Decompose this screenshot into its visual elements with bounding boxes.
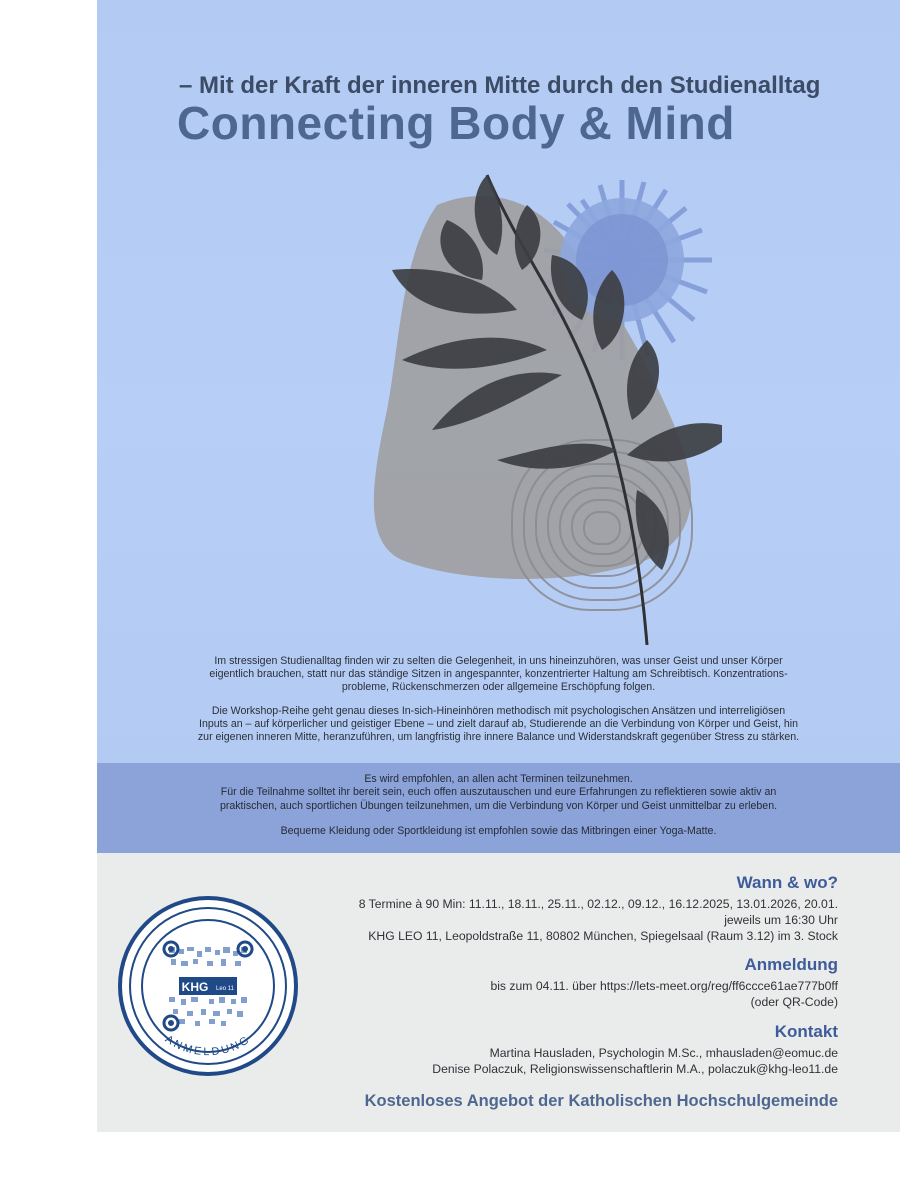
when-where-heading: Wann & wo? — [736, 873, 838, 892]
band-line: Bequeme Kleidung oder Sportkleidung ist empfohlen sowie das Mitbringen einer Yoga-Matte. — [280, 825, 717, 838]
subtitle: – Mit der Kraft der inneren Mitte durch den Studienalltag — [179, 72, 821, 99]
contact-section — [432, 1022, 838, 1077]
seal-ring-text: ANMELDUNG — [162, 1033, 254, 1059]
location-line: KHG LEO 11, Leopoldstraße 11, 80802 München, Spiegelsaal (Raum 3.12) im 3. Stock — [368, 929, 838, 943]
intro-line: Im stressigen Studienalltag finden wir zu selten die Gelegenheit, in uns hineinzuhören, was unser Geist und unser Körper — [214, 655, 783, 667]
poster — [97, 0, 900, 1132]
registration-qr-seal[interactable] — [117, 895, 299, 1077]
info-panel — [97, 853, 900, 1132]
intro-text — [177, 655, 820, 756]
intro-line: probleme, Rückenschmerzen oder allgemeine Erschöpfung folgen. — [341, 680, 656, 693]
khg-logo-sub: Leo 11 — [216, 986, 234, 992]
registration-note: (oder QR-Code) — [750, 995, 838, 1009]
khg-logo-text: KHG — [181, 980, 209, 994]
time-line: jeweils um 16:30 Uhr — [724, 913, 838, 927]
contact-heading: Kontakt — [774, 1022, 838, 1041]
contact-line[interactable]: Martina Hausladen, Psychologin M.Sc., mhausladen@eomuc.de — [489, 1046, 838, 1060]
registration-link[interactable]: bis zum 04.11. über https://lets-meet.org/reg/ff6ccce61ae777b0ff — [490, 979, 838, 993]
intro-line: zur eigenen inneren Mitte, heranzuführen, um langfristig ihre innere Balance und Widerstandskraft gegenüber Stress zu stärken. — [197, 730, 800, 743]
footer-tagline: Kostenloses Angebot der Katholischen Hochschulgemeinde — [364, 1092, 838, 1110]
illustration-plant-sun-stone — [282, 160, 722, 655]
band-line: praktischen, auch sportlichen Übungen teilzunehmen, um die Verbindung von Körper und Geist unmittelbar zu erleben. — [219, 799, 778, 812]
registration-heading: Anmeldung — [744, 955, 838, 974]
band-line: Für die Teilnahme solltet ihr bereit sein, euch offen auszutauschen und eure Erfahrungen zu reflektieren sowie aktiv an — [220, 786, 777, 799]
intro-line: eigentlich brauchen, statt nur das ständige Sitzen in angespannter, konzentrierter Haltung am Schreibtisch. Konzentrations- — [209, 667, 788, 680]
dates-line: 8 Termine à 90 Min: 11.11., 18.11., 25.11., 02.12., 09.12., 16.12.2025, 13.01.2026, 20.01. — [358, 897, 838, 911]
when-where-section — [359, 873, 838, 944]
band-line: Es wird empfohlen, an allen acht Terminen teilzunehmen. — [364, 773, 633, 785]
participation-text — [127, 773, 870, 851]
page-title: Connecting Body & Mind — [177, 97, 735, 149]
intro-line: Die Workshop-Reihe geht genau dieses In-sich-Hineinhören methodisch mit psychologischen Ansätzen und interreligiösen — [211, 705, 786, 718]
registration-section — [490, 955, 838, 1010]
contact-line[interactable]: Denise Polaczuk, Religionswissenschaftlerin M.A., polaczuk@khg-leo11.de — [432, 1062, 838, 1076]
intro-line: Inputs an – auf körperlicher und geistiger Ebene – und zielt darauf ab, Studierende an die Verbindung von Körper und Geist, hin — [199, 718, 798, 731]
participation-band — [97, 763, 900, 853]
hero-panel — [97, 0, 900, 763]
